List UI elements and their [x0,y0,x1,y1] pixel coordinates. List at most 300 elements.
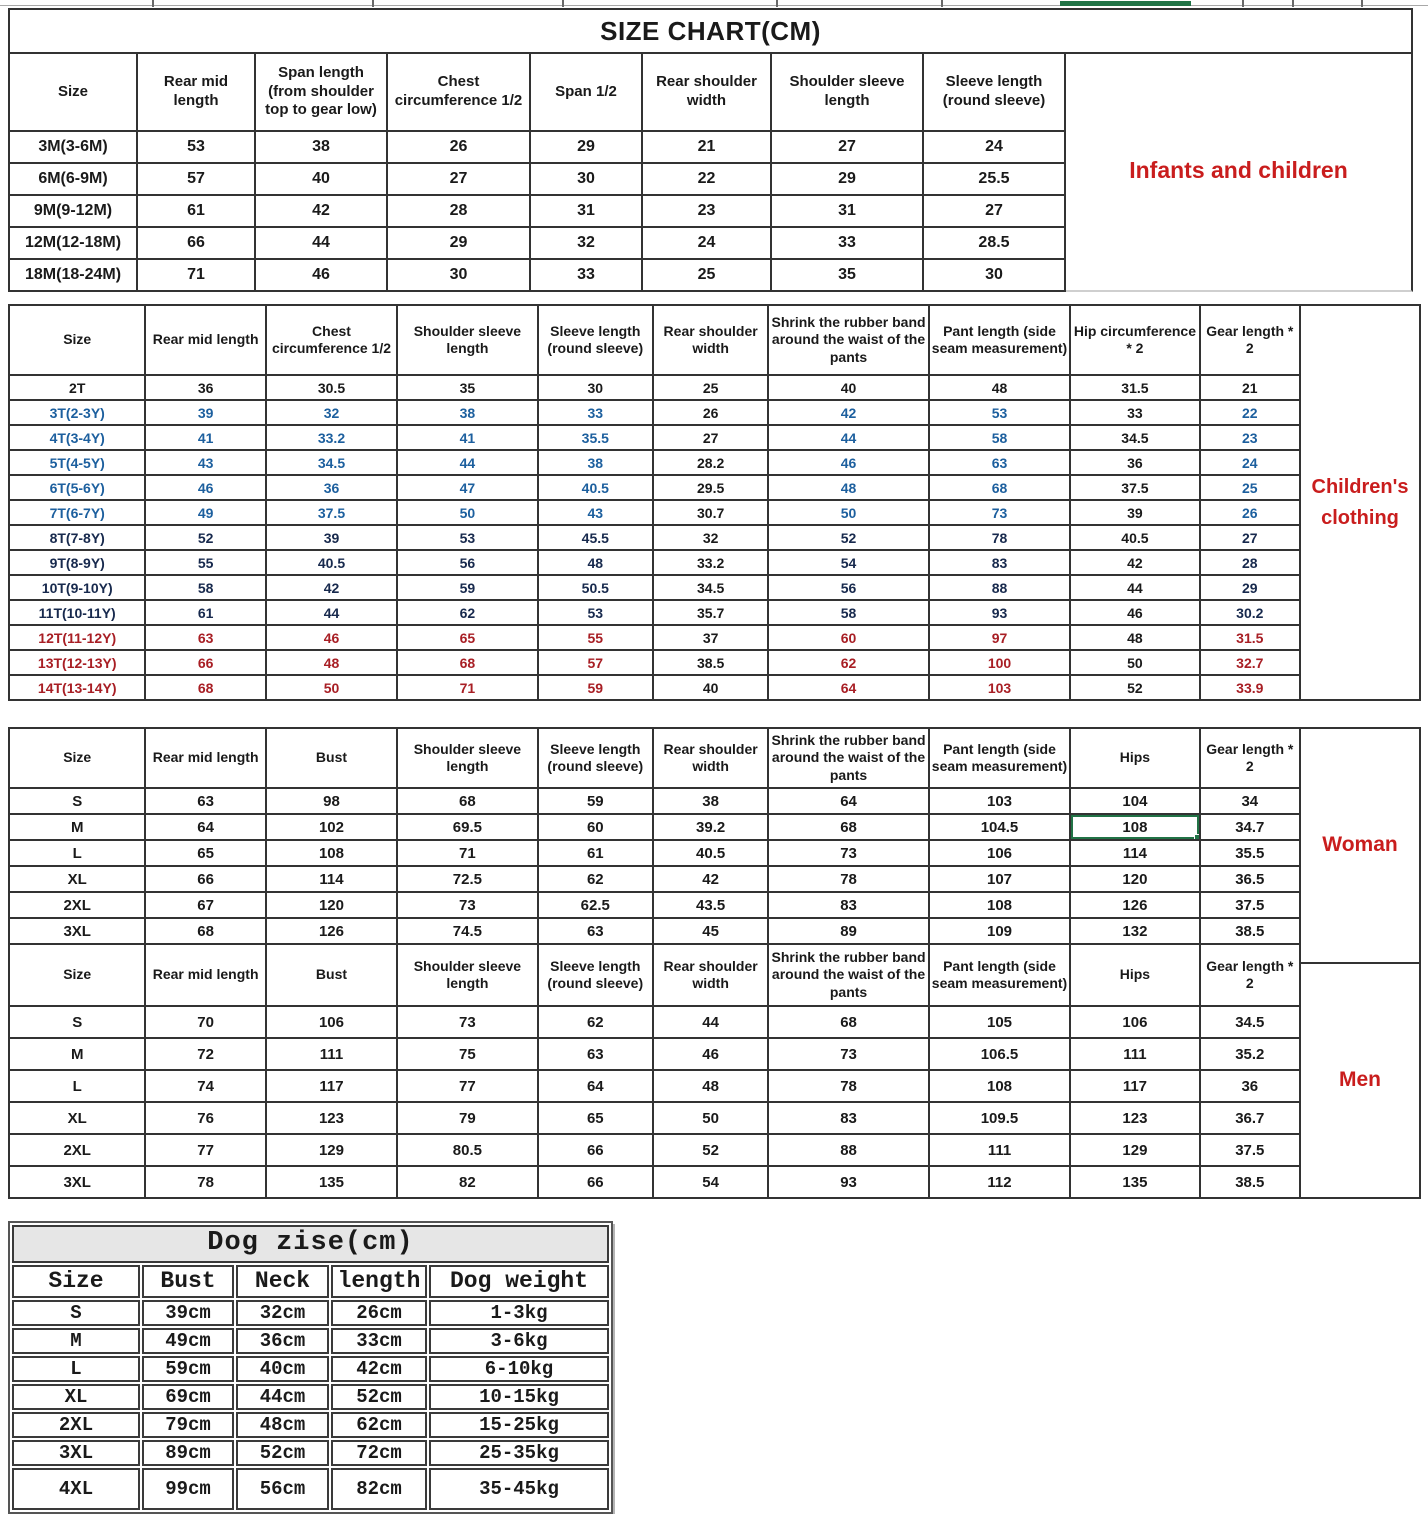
value-cell: 39 [145,400,265,425]
table-row [9,840,1300,866]
value-cell: 129 [266,1134,397,1166]
value-cell: 33 [771,227,923,259]
column-header: Rear mid length [137,53,255,131]
value-cell: 61 [137,195,255,227]
value-cell: 36 [266,475,397,500]
value-cell: 50 [397,500,537,525]
size-cell: 9M(9-12M) [9,195,137,227]
value-cell: 33 [538,400,653,425]
value-cell: 46 [768,450,928,475]
value-cell: 37.5 [1070,475,1199,500]
value-cell: 88 [768,1134,928,1166]
table-row [9,1070,1300,1102]
value-cell: 32 [266,400,397,425]
gridline-tick [1361,0,1363,7]
value-cell: 25 [1200,475,1300,500]
value-cell: 37.5 [1200,1134,1300,1166]
table-row [12,1300,609,1326]
table-row [9,1166,1300,1198]
header-row [9,305,1300,375]
value-cell: 79 [397,1102,537,1134]
value-cell: 135 [266,1166,397,1198]
table-row [9,450,1300,475]
size-cell: 2XL [9,892,145,918]
value-cell: 40.5 [538,475,653,500]
column-header: Dog weight [429,1265,609,1298]
value-cell: 40cm [236,1356,329,1382]
size-cell: 4XL [12,1468,140,1510]
value-cell: 50 [768,500,928,525]
value-cell: 36 [145,375,265,400]
sheet-top-gridline [0,0,1428,8]
value-cell: 42 [266,575,397,600]
adult-section [8,727,1424,1199]
value-cell: 30 [538,375,653,400]
value-cell: 24 [642,227,771,259]
value-cell: 28 [1200,550,1300,575]
value-cell: 69.5 [397,814,537,840]
size-cell: L [9,1070,145,1102]
value-cell: 63 [145,788,265,814]
size-cell: M [12,1328,140,1354]
value-cell: 59 [538,788,653,814]
value-cell: 25.5 [923,163,1065,195]
size-cell: 14T(13-14Y) [9,675,145,700]
value-cell: 68 [768,814,928,840]
value-cell: 40 [768,375,928,400]
value-cell: 30 [387,259,530,291]
value-cell: 55 [145,550,265,575]
column-header: Sleeve length (round sleeve) [538,305,653,375]
value-cell: 33 [530,259,642,291]
value-cell: 31.5 [1070,375,1199,400]
value-cell: 36.5 [1200,866,1300,892]
column-header: Rear mid length [145,728,265,788]
value-cell: 100 [929,650,1070,675]
infants-section [8,54,1424,292]
size-cell: M [9,814,145,840]
value-cell: 21 [1200,375,1300,400]
table-row [12,1440,609,1466]
value-cell: 56 [768,575,928,600]
value-cell: 1-3kg [429,1300,609,1326]
column-header: Hips [1070,944,1199,1006]
value-cell: 97 [929,625,1070,650]
value-cell: 61 [145,600,265,625]
value-cell: 78 [145,1166,265,1198]
column-header: Size [12,1265,140,1298]
value-cell: 64 [145,814,265,840]
table-row [9,650,1300,675]
value-cell: 42 [768,400,928,425]
value-cell: 43 [145,450,265,475]
value-cell: 129 [1070,1134,1199,1166]
value-cell: 44 [653,1006,768,1038]
gridline-tick [1242,0,1244,7]
selected-column-indicator [1060,1,1191,6]
value-cell: 24 [1200,450,1300,475]
dog-size-table [8,1221,613,1514]
value-cell: 46 [145,475,265,500]
value-cell: 10-15kg [429,1384,609,1410]
column-header: Gear length * 2 [1200,944,1300,1006]
table-row [9,131,1065,163]
value-cell: 38.5 [1200,1166,1300,1198]
size-cell: 7T(6-7Y) [9,500,145,525]
value-cell: 50 [1070,650,1199,675]
value-cell: 46 [255,259,387,291]
value-cell: 33.2 [653,550,768,575]
value-cell: 79cm [142,1412,234,1438]
value-cell: 59cm [142,1356,234,1382]
value-cell: 37 [653,625,768,650]
value-cell: 71 [397,675,537,700]
value-cell: 78 [929,525,1070,550]
value-cell: 42 [255,195,387,227]
value-cell: 30.7 [653,500,768,525]
value-cell: 104 [1070,788,1199,814]
size-cell: 2XL [12,1412,140,1438]
value-cell: 22 [1200,400,1300,425]
value-cell: 38 [538,450,653,475]
size-chart-title: SIZE CHART(CM) [8,8,1413,54]
table-row [9,1102,1300,1134]
value-cell: 50 [653,1102,768,1134]
table-row [12,1328,609,1354]
value-cell: 48 [1070,625,1199,650]
value-cell: 37.5 [266,500,397,525]
value-cell: 126 [266,918,397,944]
gridline-tick [562,0,564,7]
value-cell: 46 [266,625,397,650]
column-header: Span length (from shoulder top to gear low) [255,53,387,131]
column-header: Sleeve length (round sleeve) [538,728,653,788]
table-row [9,575,1300,600]
value-cell: 42 [653,866,768,892]
value-cell: 82 [397,1166,537,1198]
value-cell: 35 [397,375,537,400]
men-size-table [8,943,1301,1199]
value-cell: 103 [929,675,1070,700]
table-row [9,500,1300,525]
gridline-tick [776,0,778,7]
value-cell: 111 [1070,1038,1199,1070]
dog-table-title: Dog zise(cm) [12,1225,609,1263]
table-row [9,425,1300,450]
column-header: Shoulder sleeve length [397,728,537,788]
value-cell: 77 [397,1070,537,1102]
value-cell: 135 [1070,1166,1199,1198]
value-cell: 25 [653,375,768,400]
column-header: Rear shoulder width [653,305,768,375]
value-cell: 67 [145,892,265,918]
table-row [9,259,1065,291]
adult-tables [8,727,1301,1199]
value-cell: 48 [266,650,397,675]
value-cell: 27 [653,425,768,450]
size-cell: XL [12,1384,140,1410]
column-header: Pant length (side seam measurement) [929,944,1070,1006]
value-cell: 27 [1200,525,1300,550]
value-cell: 71 [137,259,255,291]
column-header: Chest circumference 1/2 [387,53,530,131]
value-cell: 39.2 [653,814,768,840]
value-cell: 45.5 [538,525,653,550]
value-cell: 41 [145,425,265,450]
table-row [9,195,1065,227]
value-cell: 83 [768,1102,928,1134]
value-cell: 62 [538,866,653,892]
value-cell: 44 [397,450,537,475]
value-cell: 35.5 [538,425,653,450]
value-cell: 103 [929,788,1070,814]
value-cell: 35-45kg [429,1468,609,1510]
value-cell: 26cm [331,1300,427,1326]
value-cell: 43 [538,500,653,525]
value-cell: 31 [771,195,923,227]
size-cell: 5T(4-5Y) [9,450,145,475]
header-row [9,944,1300,1006]
value-cell: 72cm [331,1440,427,1466]
spreadsheet-sheet [8,8,1424,1514]
size-cell: 3XL [9,918,145,944]
column-header: Shoulder sleeve length [771,53,923,131]
table-row [9,227,1065,259]
children-size-table [8,304,1301,701]
value-cell: 52cm [331,1384,427,1410]
column-header: Pant length (side seam measurement) [929,728,1070,788]
size-cell: 8T(7-8Y) [9,525,145,550]
column-header: Sleeve length (round sleeve) [923,53,1065,131]
value-cell: 62 [768,650,928,675]
value-cell: 106 [266,1006,397,1038]
gridline-tick [372,0,374,7]
value-cell: 117 [266,1070,397,1102]
size-cell: 3XL [12,1440,140,1466]
value-cell: 35.5 [1200,840,1300,866]
selected-cell: 108 [1070,814,1199,840]
value-cell: 62 [397,600,537,625]
value-cell: 72 [145,1038,265,1070]
value-cell: 40 [255,163,387,195]
column-header: Shoulder sleeve length [397,305,537,375]
size-cell: S [9,788,145,814]
value-cell: 64 [768,675,928,700]
column-header: Shrink the rubber band around the waist of the pants [768,728,928,788]
value-cell: 117 [1070,1070,1199,1102]
value-cell: 68 [768,1006,928,1038]
column-header: length [331,1265,427,1298]
value-cell: 58 [929,425,1070,450]
value-cell: 33.9 [1200,675,1300,700]
value-cell: 56 [397,550,537,575]
value-cell: 66 [137,227,255,259]
value-cell: 34.5 [266,450,397,475]
table-row [9,892,1300,918]
value-cell: 41 [397,425,537,450]
value-cell: 48 [653,1070,768,1102]
value-cell: 58 [768,600,928,625]
value-cell: 65 [145,840,265,866]
value-cell: 60 [768,625,928,650]
value-cell: 38 [653,788,768,814]
value-cell: 42cm [331,1356,427,1382]
value-cell: 50 [266,675,397,700]
value-cell: 53 [397,525,537,550]
value-cell: 74.5 [397,918,537,944]
value-cell: 26 [387,131,530,163]
value-cell: 33.2 [266,425,397,450]
value-cell: 74 [145,1070,265,1102]
value-cell: 55 [538,625,653,650]
value-cell: 68 [145,675,265,700]
gridline-tick [1292,0,1294,7]
column-header: Shrink the rubber band around the waist of the pants [768,305,928,375]
dog-section [8,1221,1424,1514]
value-cell: 59 [538,675,653,700]
value-cell: 112 [929,1166,1070,1198]
value-cell: 40.5 [1070,525,1199,550]
table-row [9,475,1300,500]
value-cell: 48 [538,550,653,575]
value-cell: 104.5 [929,814,1070,840]
column-header: Sleeve length (round sleeve) [538,944,653,1006]
value-cell: 70 [145,1006,265,1038]
column-header: Pant length (side seam measurement) [929,305,1070,375]
value-cell: 65 [397,625,537,650]
value-cell: 44 [255,227,387,259]
adult-labels [1299,727,1421,1199]
value-cell: 44 [1070,575,1199,600]
value-cell: 21 [642,131,771,163]
value-cell: 44 [266,600,397,625]
value-cell: 93 [929,600,1070,625]
value-cell: 53 [538,600,653,625]
value-cell: 132 [1070,918,1199,944]
value-cell: 114 [266,866,397,892]
size-cell: 13T(12-13Y) [9,650,145,675]
value-cell: 24 [923,131,1065,163]
value-cell: 123 [266,1102,397,1134]
value-cell: 111 [266,1038,397,1070]
value-cell: 73 [929,500,1070,525]
size-cell: S [9,1006,145,1038]
size-cell: 2XL [9,1134,145,1166]
value-cell: 44 [768,425,928,450]
table-row [12,1356,609,1382]
value-cell: 53 [929,400,1070,425]
value-cell: 106.5 [929,1038,1070,1070]
value-cell: 120 [266,892,397,918]
column-header: Rear mid length [145,944,265,1006]
value-cell: 73 [397,892,537,918]
size-cell: 9T(8-9Y) [9,550,145,575]
size-cell: 3M(3-6M) [9,131,137,163]
value-cell: 38.5 [1200,918,1300,944]
value-cell: 63 [538,918,653,944]
value-cell: 78 [768,1070,928,1102]
value-cell: 68 [397,650,537,675]
value-cell: 68 [145,918,265,944]
size-cell: 11T(10-11Y) [9,600,145,625]
value-cell: 25 [642,259,771,291]
value-cell: 102 [266,814,397,840]
column-header: Rear shoulder width [653,944,768,1006]
woman-label: Woman [1299,727,1421,964]
column-header: Size [9,53,137,131]
table-row [9,1006,1300,1038]
value-cell: 29 [771,163,923,195]
table-row [9,625,1300,650]
value-cell: 120 [1070,866,1199,892]
value-cell: 29 [387,227,530,259]
value-cell: 62.5 [538,892,653,918]
men-label: Men [1299,962,1421,1199]
size-cell: 12T(11-12Y) [9,625,145,650]
value-cell: 73 [768,1038,928,1070]
column-header: Shrink the rubber band around the waist of the pants [768,944,928,1006]
column-header: Span 1/2 [530,53,642,131]
size-cell: XL [9,1102,145,1134]
value-cell: 52 [768,525,928,550]
value-cell: 106 [929,840,1070,866]
value-cell: 61 [538,840,653,866]
value-cell: 54 [768,550,928,575]
column-header: Size [9,728,145,788]
table-row [9,600,1300,625]
table-row [9,866,1300,892]
value-cell: 89cm [142,1440,234,1466]
column-header: Bust [266,944,397,1006]
value-cell: 30.5 [266,375,397,400]
value-cell: 73 [397,1006,537,1038]
value-cell: 37.5 [1200,892,1300,918]
value-cell: 25-35kg [429,1440,609,1466]
value-cell: 52 [653,1134,768,1166]
value-cell: 33 [1070,400,1199,425]
value-cell: 38 [255,131,387,163]
value-cell: 31.5 [1200,625,1300,650]
value-cell: 30 [923,259,1065,291]
value-cell: 42 [1070,550,1199,575]
value-cell: 53 [137,131,255,163]
value-cell: 71 [397,840,537,866]
value-cell: 26 [653,400,768,425]
value-cell: 29 [530,131,642,163]
value-cell: 49 [145,500,265,525]
value-cell: 34.7 [1200,814,1300,840]
value-cell: 48 [768,475,928,500]
value-cell: 99cm [142,1468,234,1510]
value-cell: 28.5 [923,227,1065,259]
size-cell: 2T [9,375,145,400]
value-cell: 54 [653,1166,768,1198]
value-cell: 108 [266,840,397,866]
size-cell: L [12,1356,140,1382]
value-cell: 109 [929,918,1070,944]
value-cell: 22 [642,163,771,195]
value-cell: 26 [1200,500,1300,525]
size-cell: 10T(9-10Y) [9,575,145,600]
value-cell: 40 [653,675,768,700]
column-header: Chest circumference 1/2 [266,305,397,375]
table-row [9,1134,1300,1166]
value-cell: 75 [397,1038,537,1070]
value-cell: 88 [929,575,1070,600]
value-cell: 52 [1070,675,1199,700]
value-cell: 62 [538,1006,653,1038]
value-cell: 72.5 [397,866,537,892]
